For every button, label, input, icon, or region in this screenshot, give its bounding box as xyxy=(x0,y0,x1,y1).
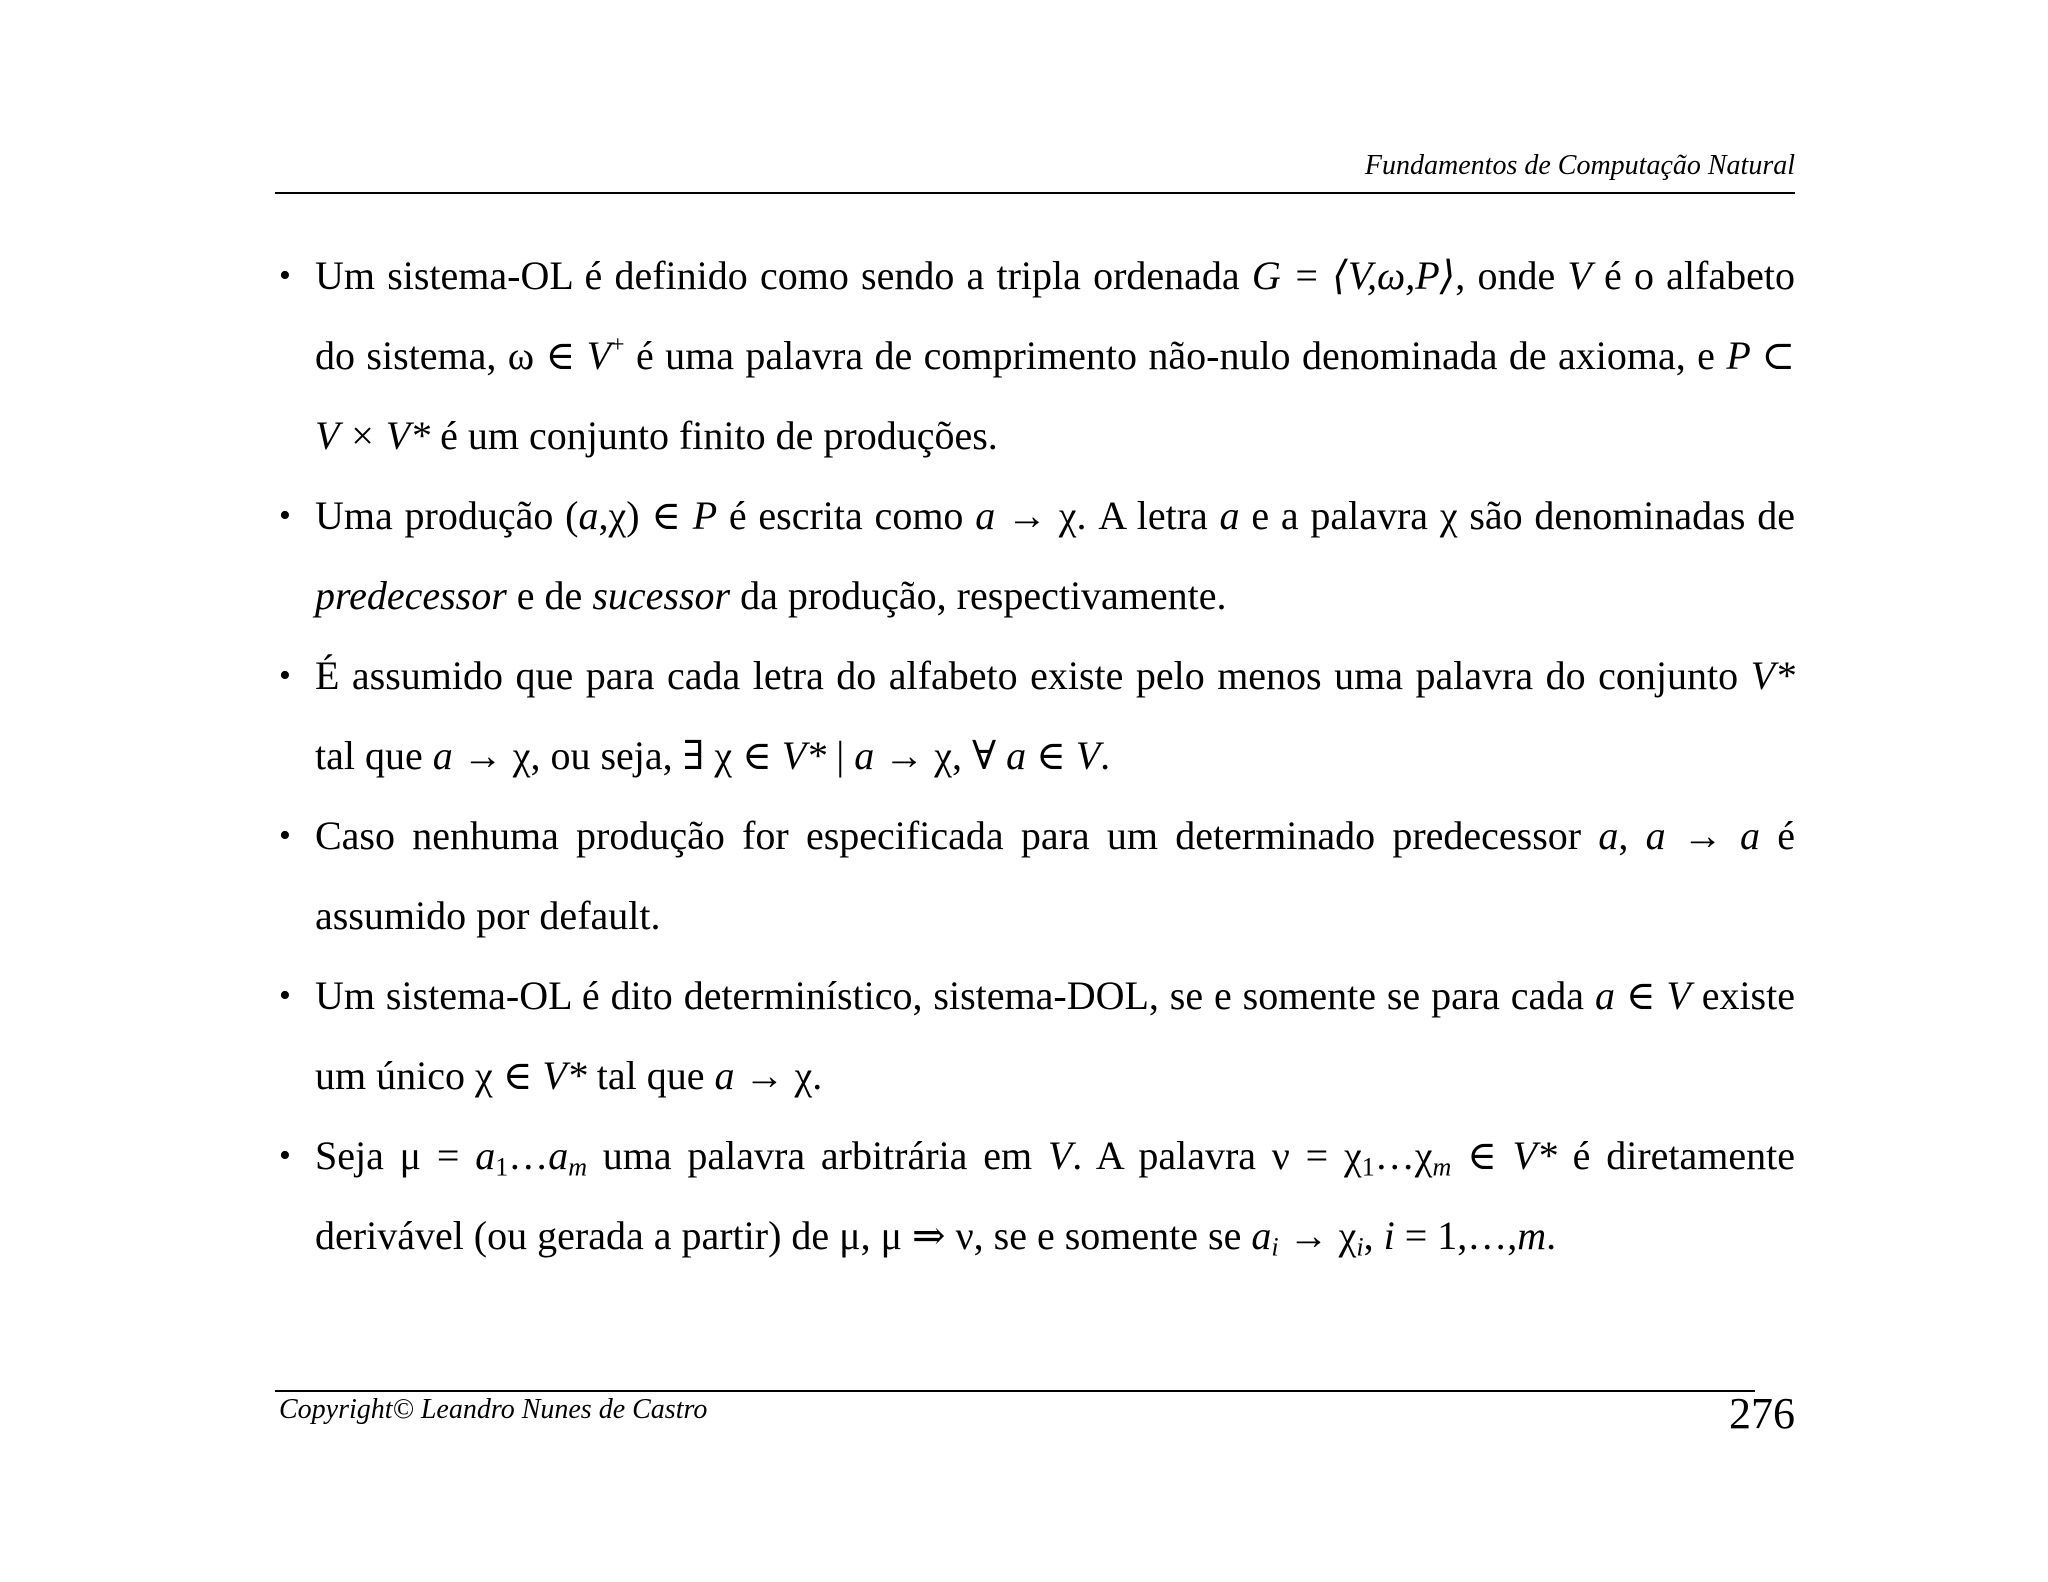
copyright-notice: Copyright© Leandro Nunes de Castro xyxy=(279,1394,708,1425)
subscript: i xyxy=(1271,1232,1279,1262)
bullet-text xyxy=(315,636,1795,796)
text-run: , xyxy=(1618,813,1646,858)
bullet-icon: • xyxy=(279,1137,291,1174)
math-run: G = ⟨V,ω,P⟩ xyxy=(1251,253,1456,298)
math-run: V xyxy=(586,333,611,378)
bullet-text xyxy=(315,476,1795,636)
subscript: 1 xyxy=(495,1152,509,1182)
bullet-item xyxy=(275,236,1795,476)
bullet-icon: • xyxy=(279,497,291,534)
math-run: V xyxy=(1567,253,1592,298)
superscript: + xyxy=(611,332,625,359)
text-run: existe um único χ ∈ xyxy=(315,973,1795,1098)
subscript: i xyxy=(1356,1232,1364,1262)
text-run: ∈ xyxy=(1026,733,1076,778)
math-run: a xyxy=(714,1053,735,1098)
page-number: 276 xyxy=(1729,1389,1795,1438)
subscript: m xyxy=(568,1152,587,1182)
math-run: a xyxy=(1594,973,1615,1018)
text-run: é diretamente derivável (ou gerada a partir) de μ, μ ⇒ ν, se e somente se xyxy=(315,1133,1796,1258)
math-run: a xyxy=(475,1133,496,1178)
math-run: V* xyxy=(542,1053,587,1098)
text-run: uma palavra arbitrária em xyxy=(586,1133,1048,1178)
text-run: é escrita como xyxy=(717,493,976,538)
bullet-item xyxy=(275,1116,1795,1276)
text-run: , onde xyxy=(1455,253,1568,298)
slide-content xyxy=(275,236,1795,1276)
bullet-text xyxy=(315,796,1795,956)
text-run: é assumido por default. xyxy=(315,813,1795,938)
math-run: V* xyxy=(781,733,827,778)
text-run: … xyxy=(508,1133,549,1178)
math-run: P xyxy=(692,493,718,538)
math-run: V xyxy=(1666,973,1691,1018)
text-run: tal que xyxy=(315,733,433,778)
bullet-icon: • xyxy=(279,657,291,694)
text-run: ∈ xyxy=(1614,973,1667,1018)
text-run: tal que xyxy=(586,1053,715,1098)
text-run: Um sistema-OL é dito determinístico, sistema-DOL, se e somente se para cada xyxy=(315,973,1595,1018)
subscript: 1 xyxy=(1361,1152,1375,1182)
text-run: é uma palavra de comprimento não-nulo denominada de axioma, e xyxy=(624,333,1727,378)
text-run: → χ. A letra xyxy=(995,493,1220,538)
text-run: , xyxy=(1363,1213,1384,1258)
text-run: da produção, respectivamente. xyxy=(730,573,1227,618)
text-run: | xyxy=(826,733,855,778)
text-run: ∈ xyxy=(1451,1133,1513,1178)
header-rule xyxy=(275,192,1795,194)
bullet-icon: • xyxy=(279,977,291,1014)
footer-rule xyxy=(275,1390,1755,1392)
text-run: → xyxy=(1665,813,1741,858)
math-run: V xyxy=(1075,733,1101,778)
math-run: m xyxy=(1517,1213,1547,1258)
term-successor: sucessor xyxy=(592,573,731,618)
text-run: Seja μ = xyxy=(315,1133,476,1178)
text-run: → χ xyxy=(1278,1213,1357,1258)
bullet-text xyxy=(315,236,1795,476)
text-run: é o alfabeto do sistema, ω ∈ xyxy=(315,253,1795,378)
bullet-item xyxy=(275,476,1795,636)
text-run: → χ, ∀ xyxy=(874,733,1007,778)
math-run: V xyxy=(1047,1133,1073,1178)
math-run: a xyxy=(1598,813,1619,858)
bullet-icon: • xyxy=(279,257,291,294)
math-run: a xyxy=(975,493,996,538)
subscript: m xyxy=(1432,1152,1452,1182)
math-run: i xyxy=(1383,1213,1395,1258)
text-run: → χ. xyxy=(734,1053,823,1098)
math-run: P ⊂ V × V* xyxy=(315,333,1795,458)
text-run: ,χ) ∈ xyxy=(598,493,693,538)
math-run: a xyxy=(578,493,599,538)
math-run: a xyxy=(432,733,453,778)
text-run: . A palavra ν = χ xyxy=(1072,1133,1362,1178)
text-run: é um conjunto finito de produções. xyxy=(430,413,998,458)
math-run: V* xyxy=(1512,1133,1557,1178)
math-run: a xyxy=(1645,813,1666,858)
math-run: a xyxy=(1219,493,1240,538)
text-run: e a palavra χ são denominadas de xyxy=(1239,493,1796,538)
math-run: a xyxy=(1006,733,1027,778)
text-run: Caso nenhuma produção for especificada para um determinado predecessor xyxy=(315,813,1599,858)
text-run: Uma produção ( xyxy=(315,493,579,538)
math-run: V* xyxy=(1750,653,1795,698)
text-run: . xyxy=(1100,733,1111,778)
bullet-text xyxy=(315,1116,1795,1276)
math-run: a xyxy=(1740,813,1761,858)
math-run: a xyxy=(854,733,875,778)
bullet-item xyxy=(275,956,1795,1116)
math-run: a xyxy=(1251,1213,1272,1258)
term-predecessor: predecessor xyxy=(315,573,507,618)
running-header: Fundamentos de Computação Natural xyxy=(1364,150,1795,181)
text-run: e de xyxy=(506,573,593,618)
text-run: É assumido que para cada letra do alfabeto existe pelo menos uma palavra do conjunto xyxy=(315,653,1751,698)
bullet-icon: • xyxy=(279,817,291,854)
text-run: …χ xyxy=(1374,1133,1433,1178)
bullet-text xyxy=(315,956,1795,1116)
text-run: Um sistema-OL é definido como sendo a tripla ordenada xyxy=(315,253,1252,298)
text-run: = 1,…, xyxy=(1394,1213,1518,1258)
text-run: . xyxy=(1546,1213,1557,1258)
bullet-item xyxy=(275,796,1795,956)
math-run: a xyxy=(548,1133,569,1178)
text-run: → χ, ou seja, ∃ χ ∈ xyxy=(452,733,782,778)
bullet-item xyxy=(275,636,1795,796)
